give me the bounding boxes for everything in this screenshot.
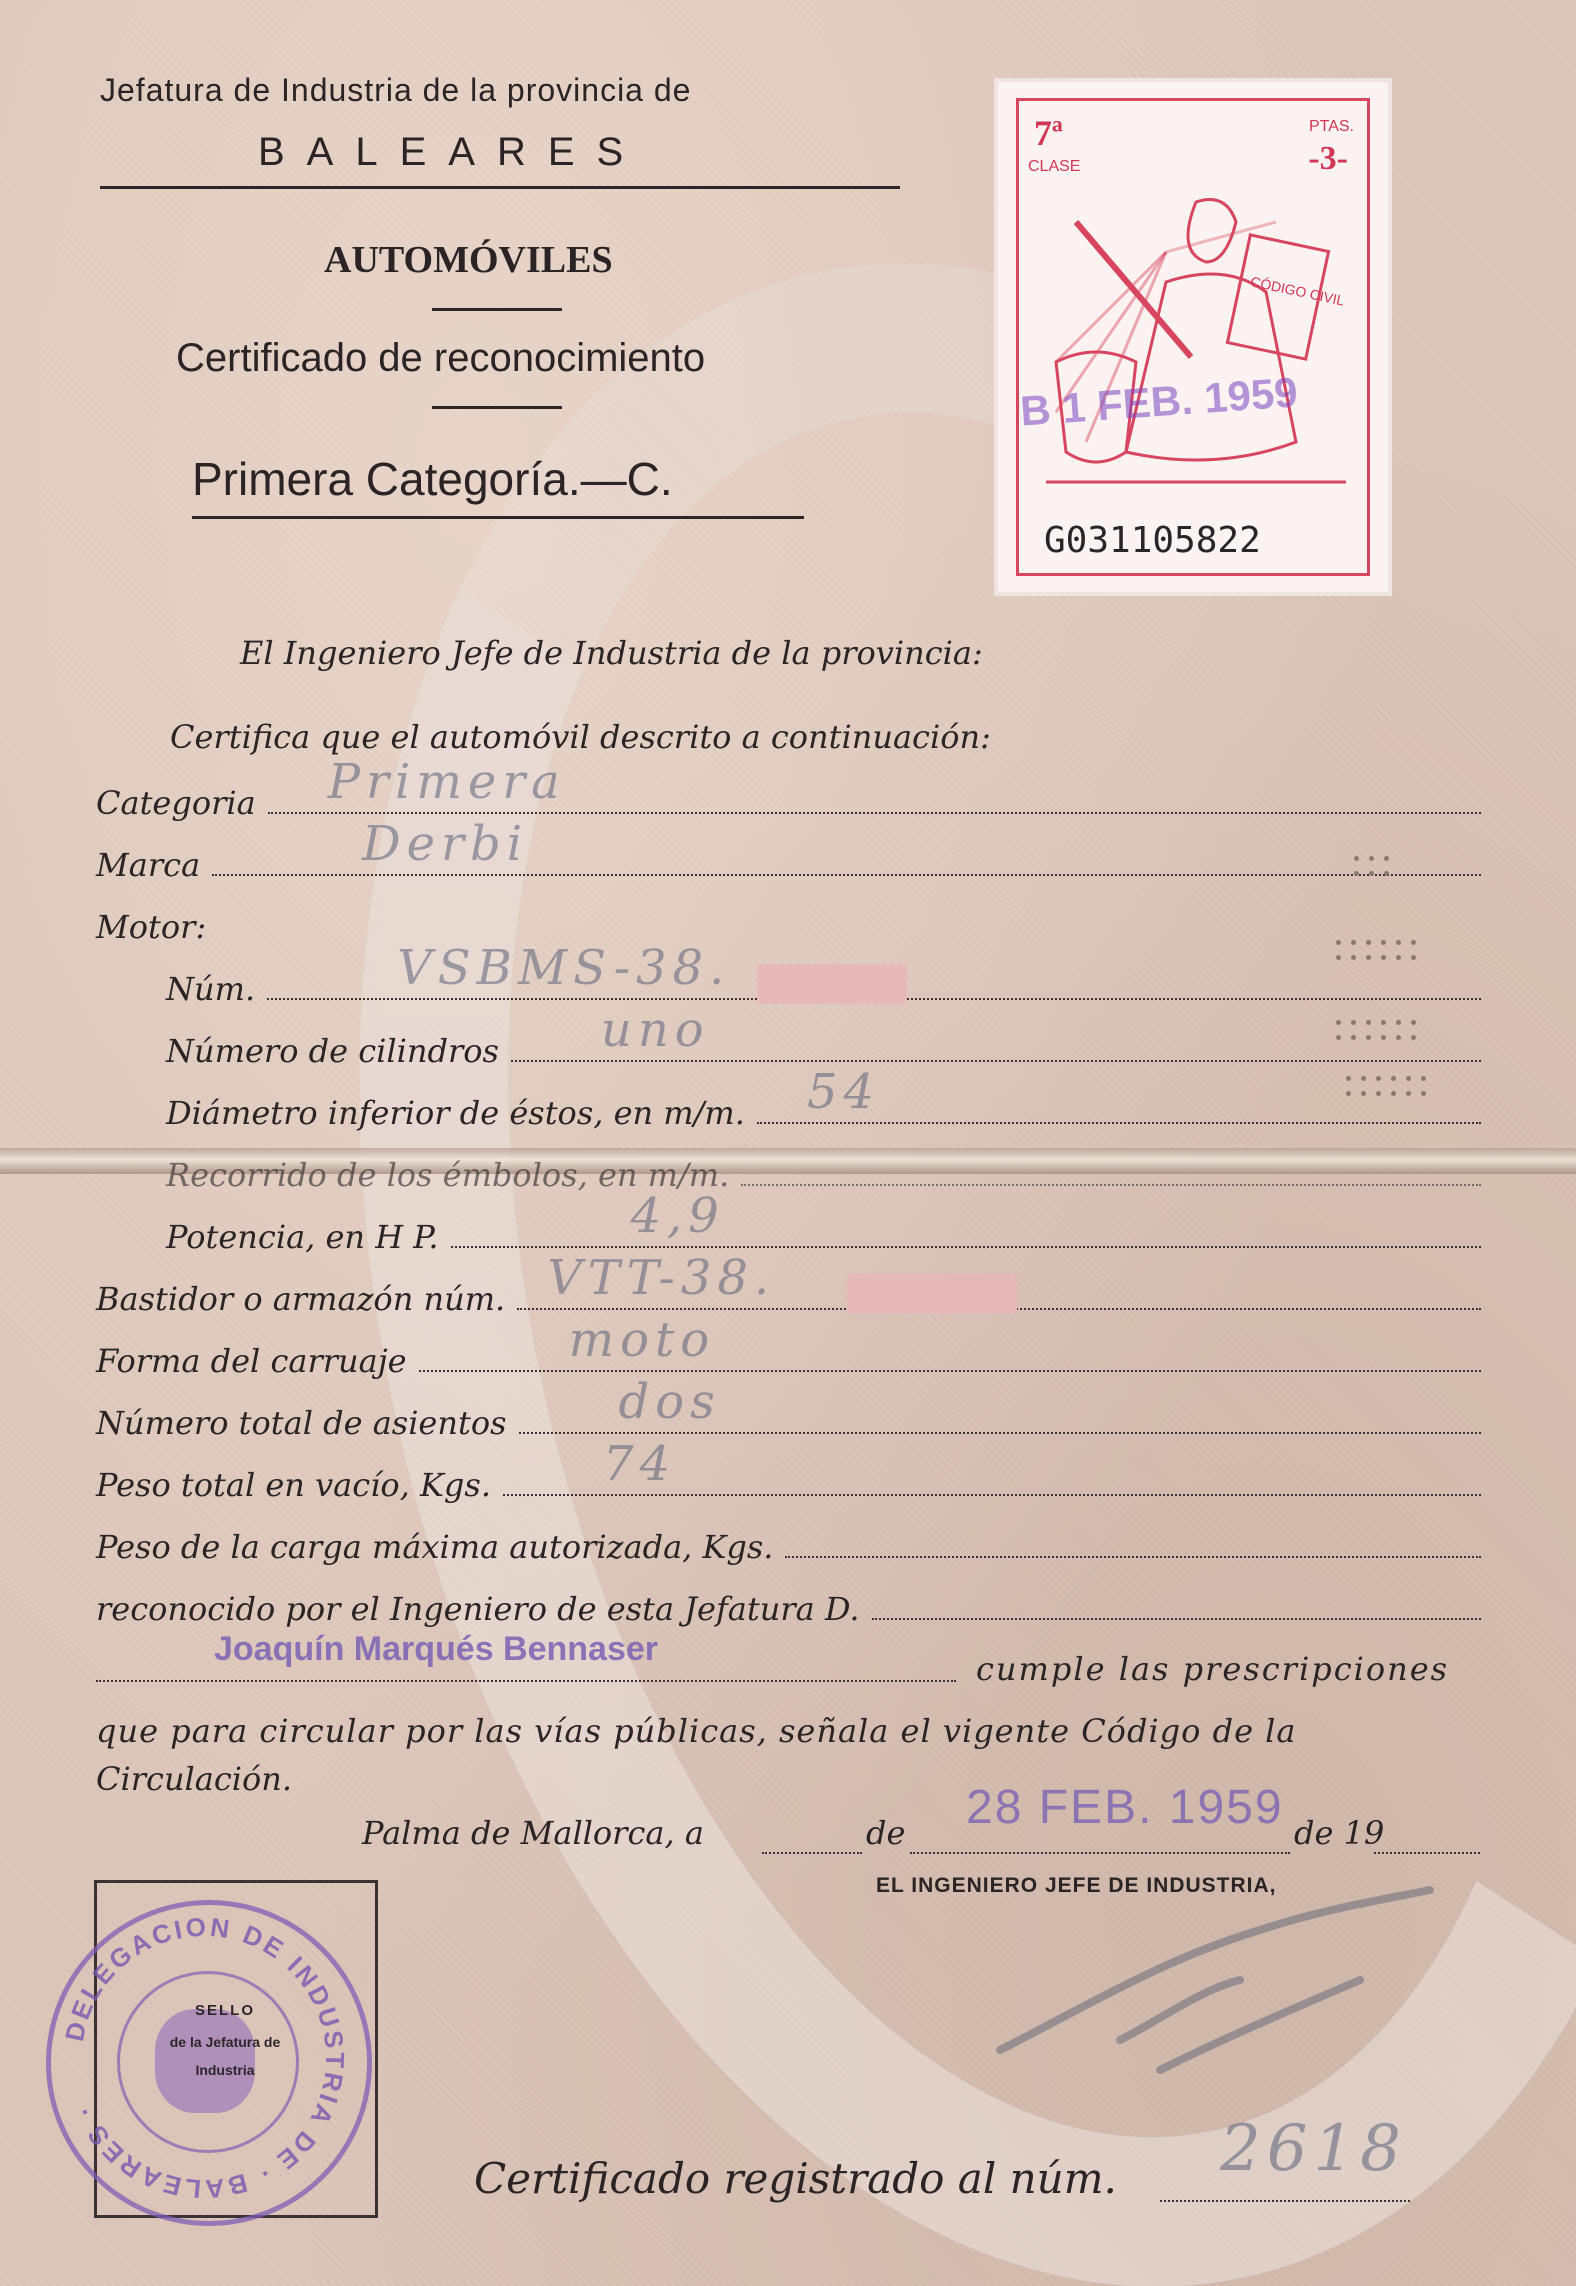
value-num: VSBMS-38. <box>397 940 731 996</box>
signature-title: EL INGENIERO JEFE DE INDUSTRIA, <box>876 1874 1277 1897</box>
seal-label-2: de la Jefatura de <box>169 2034 281 2050</box>
field-bastidor: Bastidor o armazón núm. VTT-38. <box>96 1274 1481 1318</box>
stamp-overprint: B 1 FEB. 1959 <box>1018 368 1300 435</box>
date-de-2: de 19 <box>1294 1814 1385 1852</box>
value-cilindros: uno <box>600 1002 710 1058</box>
document-type: Certificado de reconocimiento <box>176 336 706 380</box>
stamp-ptas-label: PTAS. <box>1308 118 1354 135</box>
compliance-line-3: Circulación. <box>96 1760 293 1798</box>
value-potencia: 4,9 <box>630 1188 725 1244</box>
stamp-book-text: CÓDIGO CIVIL <box>1249 273 1346 309</box>
redaction-1 <box>757 964 907 1004</box>
value-marca: Derbi <box>362 816 529 872</box>
section-rule <box>432 308 562 311</box>
category-title: Primera Categoría.—C. <box>192 453 673 505</box>
stamp-value: -3- <box>1308 140 1348 177</box>
seal-label-3: Industria <box>195 2062 255 2078</box>
registration-number: 2618 <box>1220 2112 1407 2186</box>
place-prefix: Palma de Mallorca, a <box>362 1814 704 1852</box>
engineer-line <box>96 1680 956 1682</box>
field-asientos: Número total de asientos dos <box>96 1398 1481 1442</box>
province-underline <box>100 186 900 189</box>
perforation-1 <box>1354 856 1389 876</box>
field-num: Núm. VSBMS-38. <box>166 964 1481 1008</box>
month-line <box>910 1852 1290 1854</box>
issuing-authority: Jefatura de Industria de la provincia de <box>100 72 692 108</box>
allegory-figure-icon <box>1016 182 1370 512</box>
value-forma: moto <box>568 1312 716 1368</box>
field-forma: Forma del carruaje moto <box>96 1336 1481 1380</box>
section-title: AUTOMÓVILES <box>324 239 613 281</box>
date-stamp: 28 FEB. 1959 <box>966 1781 1284 1834</box>
value-peso-vacio: 74 <box>602 1436 677 1492</box>
registration-label: Certificado registrado al núm. <box>474 2154 1117 2203</box>
category-underline <box>192 516 804 519</box>
registration-line <box>1160 2200 1410 2202</box>
stamp-class-number: 7ª <box>1034 113 1063 153</box>
field-recorrido: Recorrido de los émbolos, en m/m. <box>166 1150 1481 1194</box>
field-diametro: Diámetro inferior de éstos, en m/m. 54 <box>166 1088 1481 1132</box>
fiscal-stamp <box>998 82 1388 592</box>
perforation-3 <box>1336 1020 1416 1040</box>
field-marca: Marca Derbi <box>96 840 1481 884</box>
seal-label-1: SELLO <box>194 2002 255 2019</box>
field-reconocido: reconocido por el Ingeniero de esta Jefatura D. <box>96 1584 1481 1628</box>
redaction-2 <box>847 1274 1017 1314</box>
field-potencia: Potencia, en H P. 4,9 <box>166 1212 1481 1256</box>
svg-text:DELEGACION DE INDUSTRIA DE · B: DELEGACION DE INDUSTRIA DE · BALEARES · <box>59 1911 351 2205</box>
stamp-class-label: CLASE <box>1028 158 1081 175</box>
stamp-serial: G031105822 <box>1044 520 1261 561</box>
value-bastidor: VTT-38. <box>547 1250 776 1306</box>
perforation-2 <box>1336 940 1416 960</box>
day-line <box>762 1852 862 1854</box>
field-peso-vacio: Peso total en vacío, Kgs. 74 <box>96 1460 1481 1504</box>
field-categoria: Categoria Primera <box>96 778 1481 822</box>
perforation-4 <box>1346 1076 1426 1096</box>
province-name: BALEARES <box>258 130 646 174</box>
value-diametro: 54 <box>806 1064 881 1120</box>
signature-scribble-icon <box>960 1870 1460 2090</box>
compliance-line-1: cumple las prescripciones <box>976 1650 1450 1688</box>
date-de-1: de <box>866 1814 906 1852</box>
doc-type-rule <box>432 406 562 409</box>
field-carga-maxima: Peso de la carga máxima autorizada, Kgs. <box>96 1522 1481 1566</box>
field-motor: Motor: <box>96 908 207 946</box>
field-cilindros: Número de cilindros uno <box>166 1026 1481 1070</box>
intro-line-2: Certifica que el automóvil descrito a continuación: <box>170 718 991 756</box>
value-asientos: dos <box>618 1374 721 1430</box>
compliance-line-2: que para circular por las vías públicas, señala el vigente Código de la <box>96 1712 1297 1750</box>
intro-line-1: El Ingeniero Jefe de Industria de la provincia: <box>240 634 983 672</box>
value-categoria: Primera <box>327 754 566 810</box>
year-line <box>1374 1852 1480 1854</box>
seal-ring-text <box>46 1900 362 2216</box>
engineer-name-stamp: Joaquín Marqués Bennaser <box>214 1630 659 1668</box>
